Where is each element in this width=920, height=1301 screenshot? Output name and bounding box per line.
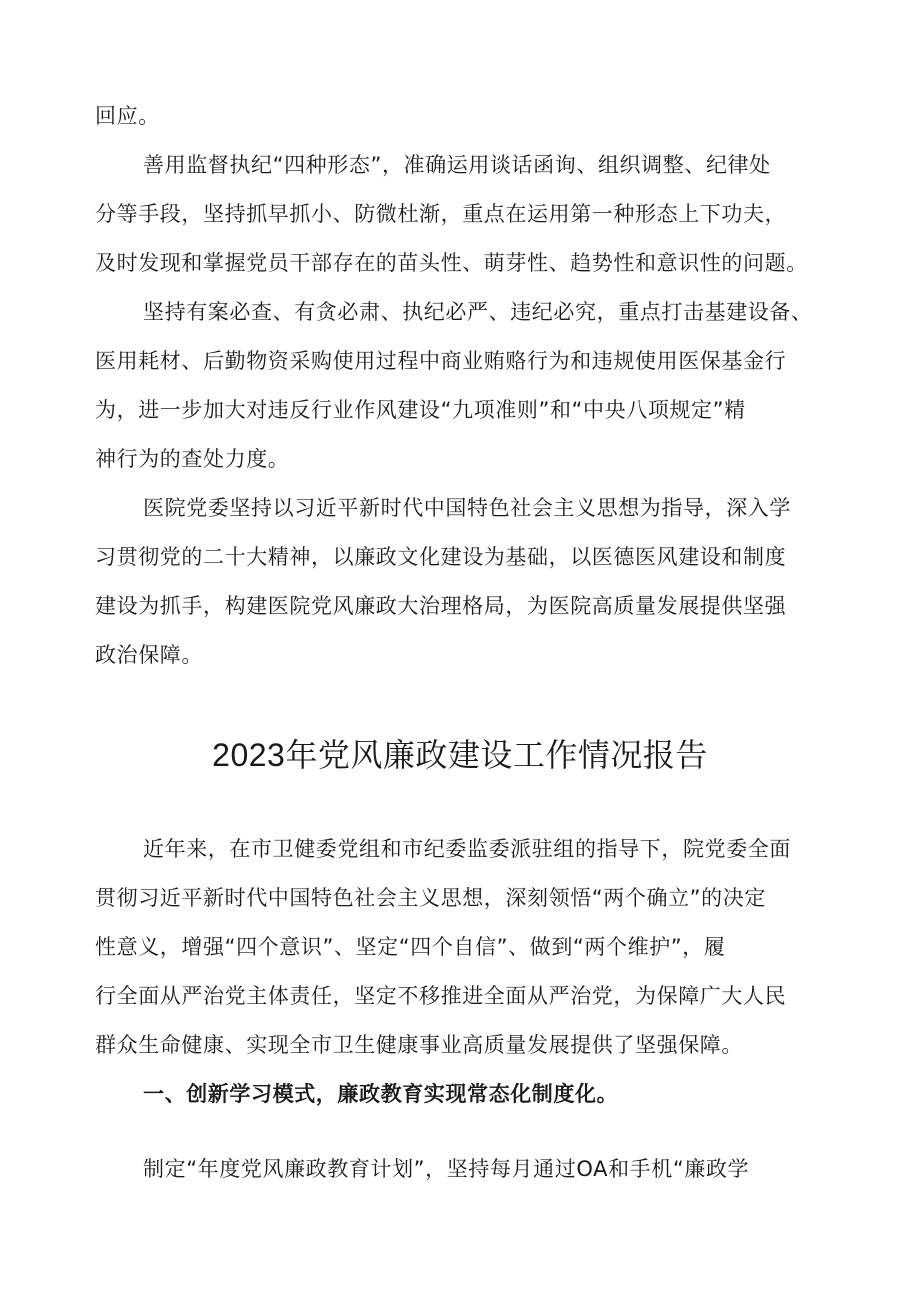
paragraph-line: 近年来，在市卫健委党组和市纪委监委派驻组的指导下，院党委全面 [143, 837, 791, 861]
paragraph-line: 分等手段，坚持抓早抓小、防微杜渐，重点在运用第一种形态上下功夫， [95, 202, 787, 226]
paragraph-line: 医用耗材、后勤物资采购使用过程中商业贿赂行为和违规使用医保基金行 [95, 349, 787, 373]
paragraph-line: 贯彻习近平新时代中国特色社会主义思想，深刻领悟“两个确立”的决定 [95, 886, 766, 910]
paragraph-line: 行全面从严治党主体责任，坚定不移推进全面从严治党，为保障广大人民 [95, 984, 787, 1008]
report-title: 2023年党风廉政建设工作情况报告 [212, 737, 708, 773]
paragraph-line: 神行为的查处力度。 [95, 447, 290, 471]
paragraph-line: 习贯彻党的二十大精神，以廉政文化建设为基础，以医德医风建设和制度 [95, 545, 787, 569]
section-heading: 一、创新学习模式，廉政教育实现常态化制度化。 [143, 1082, 619, 1106]
paragraph-line: 性意义，增强“四个意识”、坚定“四个自信”、做到“两个维护”，履 [95, 935, 726, 959]
paragraph-line: 群众生命健康、实现全市卫生健康事业高质量发展提供了坚强保障。 [95, 1033, 743, 1057]
paragraph-line: 为，进一步加大对违反行业作风建设“九项准则”和“中央八项规定”精 [95, 398, 746, 422]
paragraph-line: 善用监督执纪“四种形态”，准确运用谈话函询、组织调整、纪律处 [143, 153, 771, 177]
paragraph-line: 及时发现和掌握党员干部存在的苗头性、萌芽性、趋势性和意识性的问题。 [95, 251, 808, 275]
paragraph-line: 坚持有案必查、有贪必肃、执纪必严、违纪必究，重点打击基建设备、 [143, 300, 813, 324]
paragraph-line: 制定“年度党风廉政教育计划”，坚持每月通过OA和手机“廉政学 [143, 1157, 750, 1181]
paragraph-line: 医院党委坚持以习近平新时代中国特色社会主义思想为指导，深入学 [143, 496, 791, 520]
paragraph-line: 回应。 [95, 104, 160, 128]
paragraph-line: 政治保障。 [95, 643, 203, 667]
paragraph-line: 建设为抓手，构建医院党风廉政大治理格局，为医院高质量发展提供坚强 [95, 594, 787, 618]
